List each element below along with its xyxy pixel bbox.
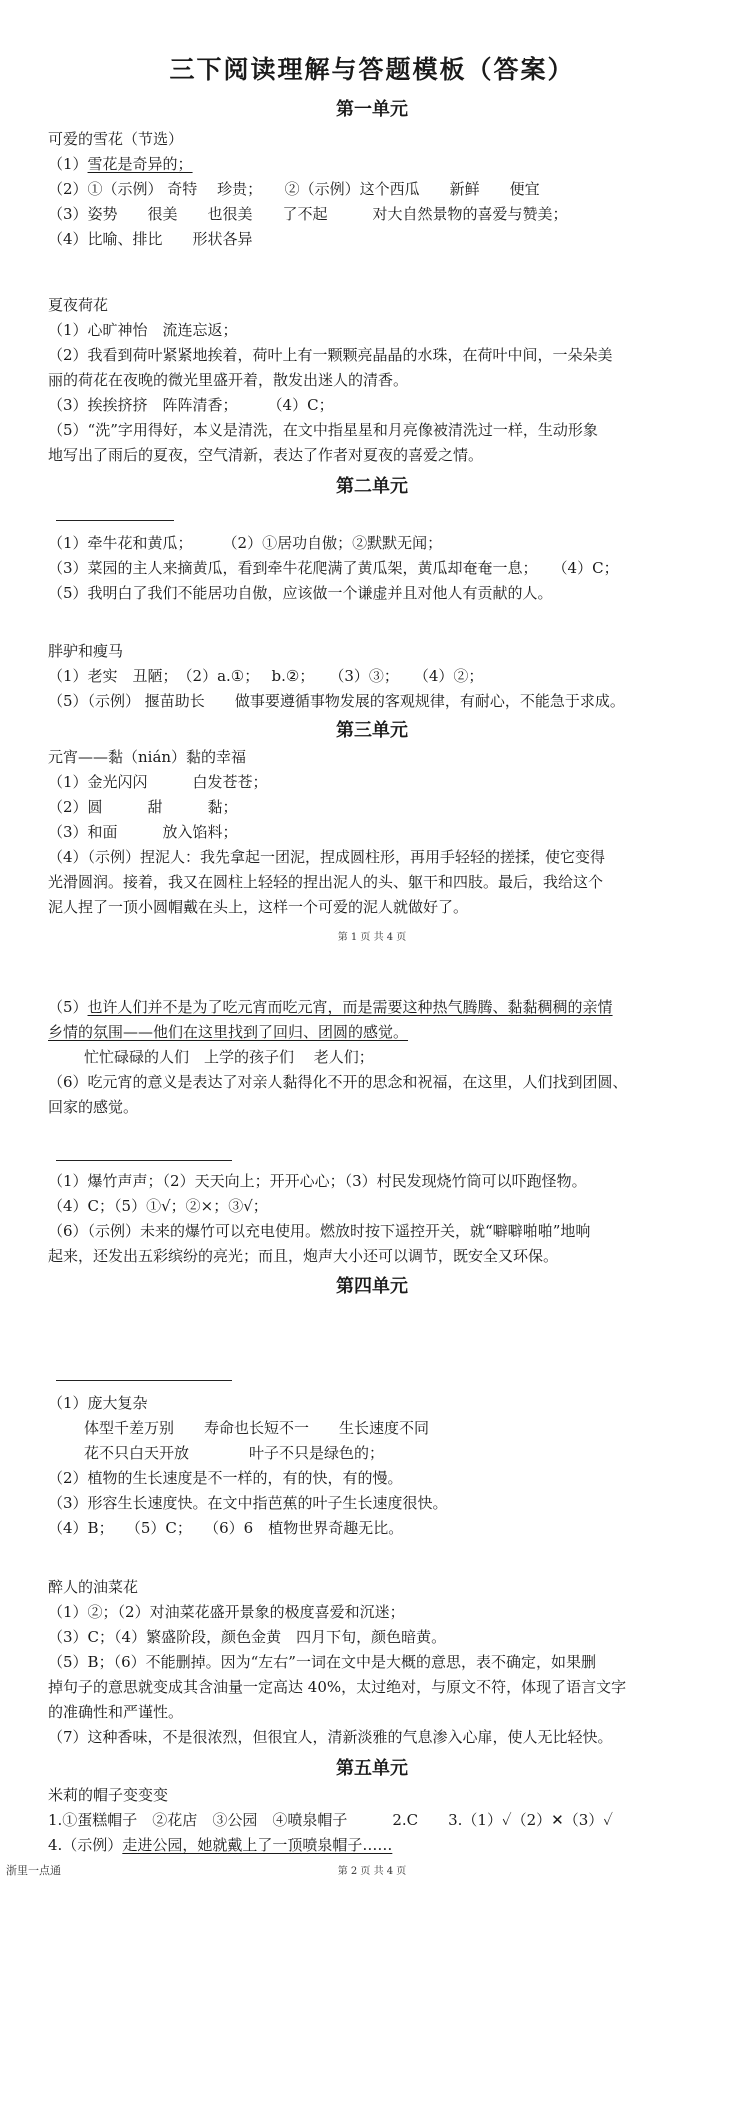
section-title-rapeseed: 醉人的油菜花	[48, 1578, 139, 1596]
answer-line: （3）和面 放入馅料；	[48, 823, 238, 841]
answer-line: 地写出了雨后的夏夜，空气清新，表达了作者对夏夜的喜爱之情。	[48, 446, 484, 464]
underlined-answer: 走进公园，她就戴上了一顶喷泉帽子……	[122, 1836, 393, 1854]
answer-line: （1）庞大复杂	[48, 1394, 148, 1412]
section-title-lotus: 夏夜荷花	[48, 296, 109, 314]
answer-line: （1）爆竹声声；（2）天天向上；开开心心；（3）村民发现烧竹筒可以吓跑怪物。	[48, 1172, 587, 1190]
section-title-yuanxiao: 元宵——黏（nián）黏的幸福	[48, 748, 247, 766]
answer-line: （3）形容生长速度快。在文中指芭蕉的叶子生长速度很快。	[48, 1494, 448, 1512]
answer-line: （1）金光闪闪 白发苍苍；	[48, 773, 268, 791]
answer-line: （1）老实 丑陋； （2）a.①； b.②； （3）③； （4）②；	[48, 667, 484, 685]
unit-heading-4: 第四单元	[336, 1276, 408, 1297]
answer-line: （5）我明白了我们不能居功自傲，应该做一个谦虚并且对他人有贡献的人。	[48, 584, 553, 602]
document-title: 三下阅读理解与答题模板（答案）	[169, 55, 575, 84]
page-footer-2: 第 2 页 共 4 页	[337, 1866, 407, 1877]
answer-line: （4）B； （5）C； （6）6 植物世界奇趣无比。	[48, 1519, 404, 1537]
answer-line	[48, 1021, 718, 1043]
answer-line: （5）“洗”字用得好，本义是清洗，在文中指星星和月亮像被清洗过一样，生动形象	[48, 421, 598, 439]
unit-heading-1: 第一单元	[336, 99, 408, 120]
answer-number: （1）	[48, 155, 88, 173]
answer-line: （1）牵牛花和黄瓜； （2）①居功自傲；②默默无闻；	[48, 534, 443, 552]
answer-line	[48, 1834, 718, 1856]
answer-line: （1）心旷神怡 流连忘返；	[48, 321, 238, 339]
watermark-text: 浙里一点通	[6, 1864, 61, 1877]
answer-line: （4）（示例）捏泥人：我先拿起一团泥，捏成圆柱形，再用手轻轻的搓揉，使它变得	[48, 848, 606, 866]
blank-title-line	[56, 1160, 232, 1161]
unit-heading-3: 第三单元	[336, 720, 408, 741]
answer-line: 1.①蛋糕帽子 ②花店 ③公园 ④喷泉帽子 2.C 3.（1）✓（2）✕（3）✓	[48, 1811, 613, 1829]
answer-line: （3）姿势 很美 也很美 了不起 对大自然景物的喜爱与赞美；	[48, 205, 568, 223]
answer-line: （4）C；（5）①√；②×；③√；	[48, 1197, 268, 1215]
blank-title-line	[56, 1380, 232, 1381]
answer-line: （5）B；（6）不能删掉。因为“左右”一词在文中是大概的意思，表不确定，如果删	[48, 1653, 596, 1671]
answer-line: （5）（示例） 揠苗助长 做事要遵循事物发展的客观规律，有耐心，不能急于求成。	[48, 692, 625, 710]
answer-line: （2）植物的生长速度是不一样的，有的快，有的慢。	[48, 1469, 403, 1487]
answer-line: （1）②；（2）对油菜花盛开景象的极度喜爱和沉迷；	[48, 1603, 405, 1621]
answer-line: （4）比喻、排比 形状各异	[48, 230, 253, 248]
answer-line	[48, 996, 718, 1018]
underlined-answer: 乡情的氛围——他们在这里找到了回归、团圆的感觉。	[48, 1023, 409, 1041]
answer-line: （7）这种香味，不是很浓烈，但很宜人，清新淡雅的气息渗入心扉，使人无比轻快。	[48, 1728, 613, 1746]
blank-title-line	[56, 520, 174, 521]
answer-number: 4.（示例）	[48, 1836, 123, 1854]
answer-line: 回家的感觉。	[48, 1098, 139, 1116]
answer-line	[48, 153, 718, 175]
answer-line: （3）菜园的主人来摘黄瓜，看到牵牛花爬满了黄瓜架，黄瓜却奄奄一息； （4）C；	[48, 559, 619, 577]
section-title-donkey-horse: 胖驴和瘦马	[48, 642, 124, 660]
answer-line: 掉句子的意思就变成其含油量一定高达 40%，太过绝对，与原文不符，体现了语言文字	[48, 1678, 627, 1696]
answer-line: （6）（示例）未来的爆竹可以充电使用。燃放时按下遥控开关，就“噼噼啪啪”地响	[48, 1222, 591, 1240]
unit-heading-5: 第五单元	[336, 1758, 408, 1779]
answer-line: 丽的荷花在夜晚的微光里盛开着，散发出迷人的清香。	[48, 371, 409, 389]
section-title-hat: 米莉的帽子变变变	[48, 1786, 169, 1804]
answer-line: 起来，还发出五彩缤纷的亮光；而且，炮声大小还可以调节，既安全又环保。	[48, 1247, 559, 1265]
answer-line: 忙忙碌碌的人们 上学的孩子们 老人们；	[84, 1048, 374, 1066]
section-title-snowflake: 可爱的雪花（节选）	[48, 130, 184, 148]
answer-line: （2）圆 甜 黏；	[48, 798, 238, 816]
underlined-answer: 也许人们并不是为了吃元宵而吃元宵，而是需要这种热气腾腾、黏黏稠稠的亲情	[87, 998, 613, 1016]
unit-heading-2: 第二单元	[336, 476, 408, 497]
answer-number: （5）	[48, 998, 88, 1016]
page-footer-1: 第 1 页 共 4 页	[337, 932, 407, 943]
answer-line: 泥人捏了一顶小圆帽戴在头上，这样一个可爱的泥人就做好了。	[48, 898, 469, 916]
answer-line: （6）吃元宵的意义是表达了对亲人黏得化不开的思念和祝福，在这里，人们找到团圆、	[48, 1073, 628, 1091]
answer-line: 光滑圆润。接着，我又在圆柱上轻轻的捏出泥人的头、躯干和四肢。最后，我给这个	[48, 873, 604, 891]
answer-line: （3）C；（4）繁盛阶段，颜色金黄 四月下旬，颜色暗黄。	[48, 1628, 447, 1646]
answer-line: （3）挨挨挤挤 阵阵清香； （4）C；	[48, 396, 334, 414]
answer-line: （2）①（示例） 奇特 珍贵； ②（示例）这个西瓜 新鲜 便宜	[48, 180, 540, 198]
answer-line: （2）我看到荷叶紧紧地挨着，荷叶上有一颗颗亮晶晶的水珠，在荷叶中间，一朵朵美	[48, 346, 613, 364]
answer-line: 体型千差万别 寿命也长短不一 生长速度不同	[84, 1419, 430, 1437]
underlined-answer: 雪花是奇异的；	[87, 155, 193, 173]
answer-line: 花不只白天开放 叶子不只是绿色的；	[84, 1444, 385, 1462]
answer-line: 的准确性和严谨性。	[48, 1703, 184, 1721]
